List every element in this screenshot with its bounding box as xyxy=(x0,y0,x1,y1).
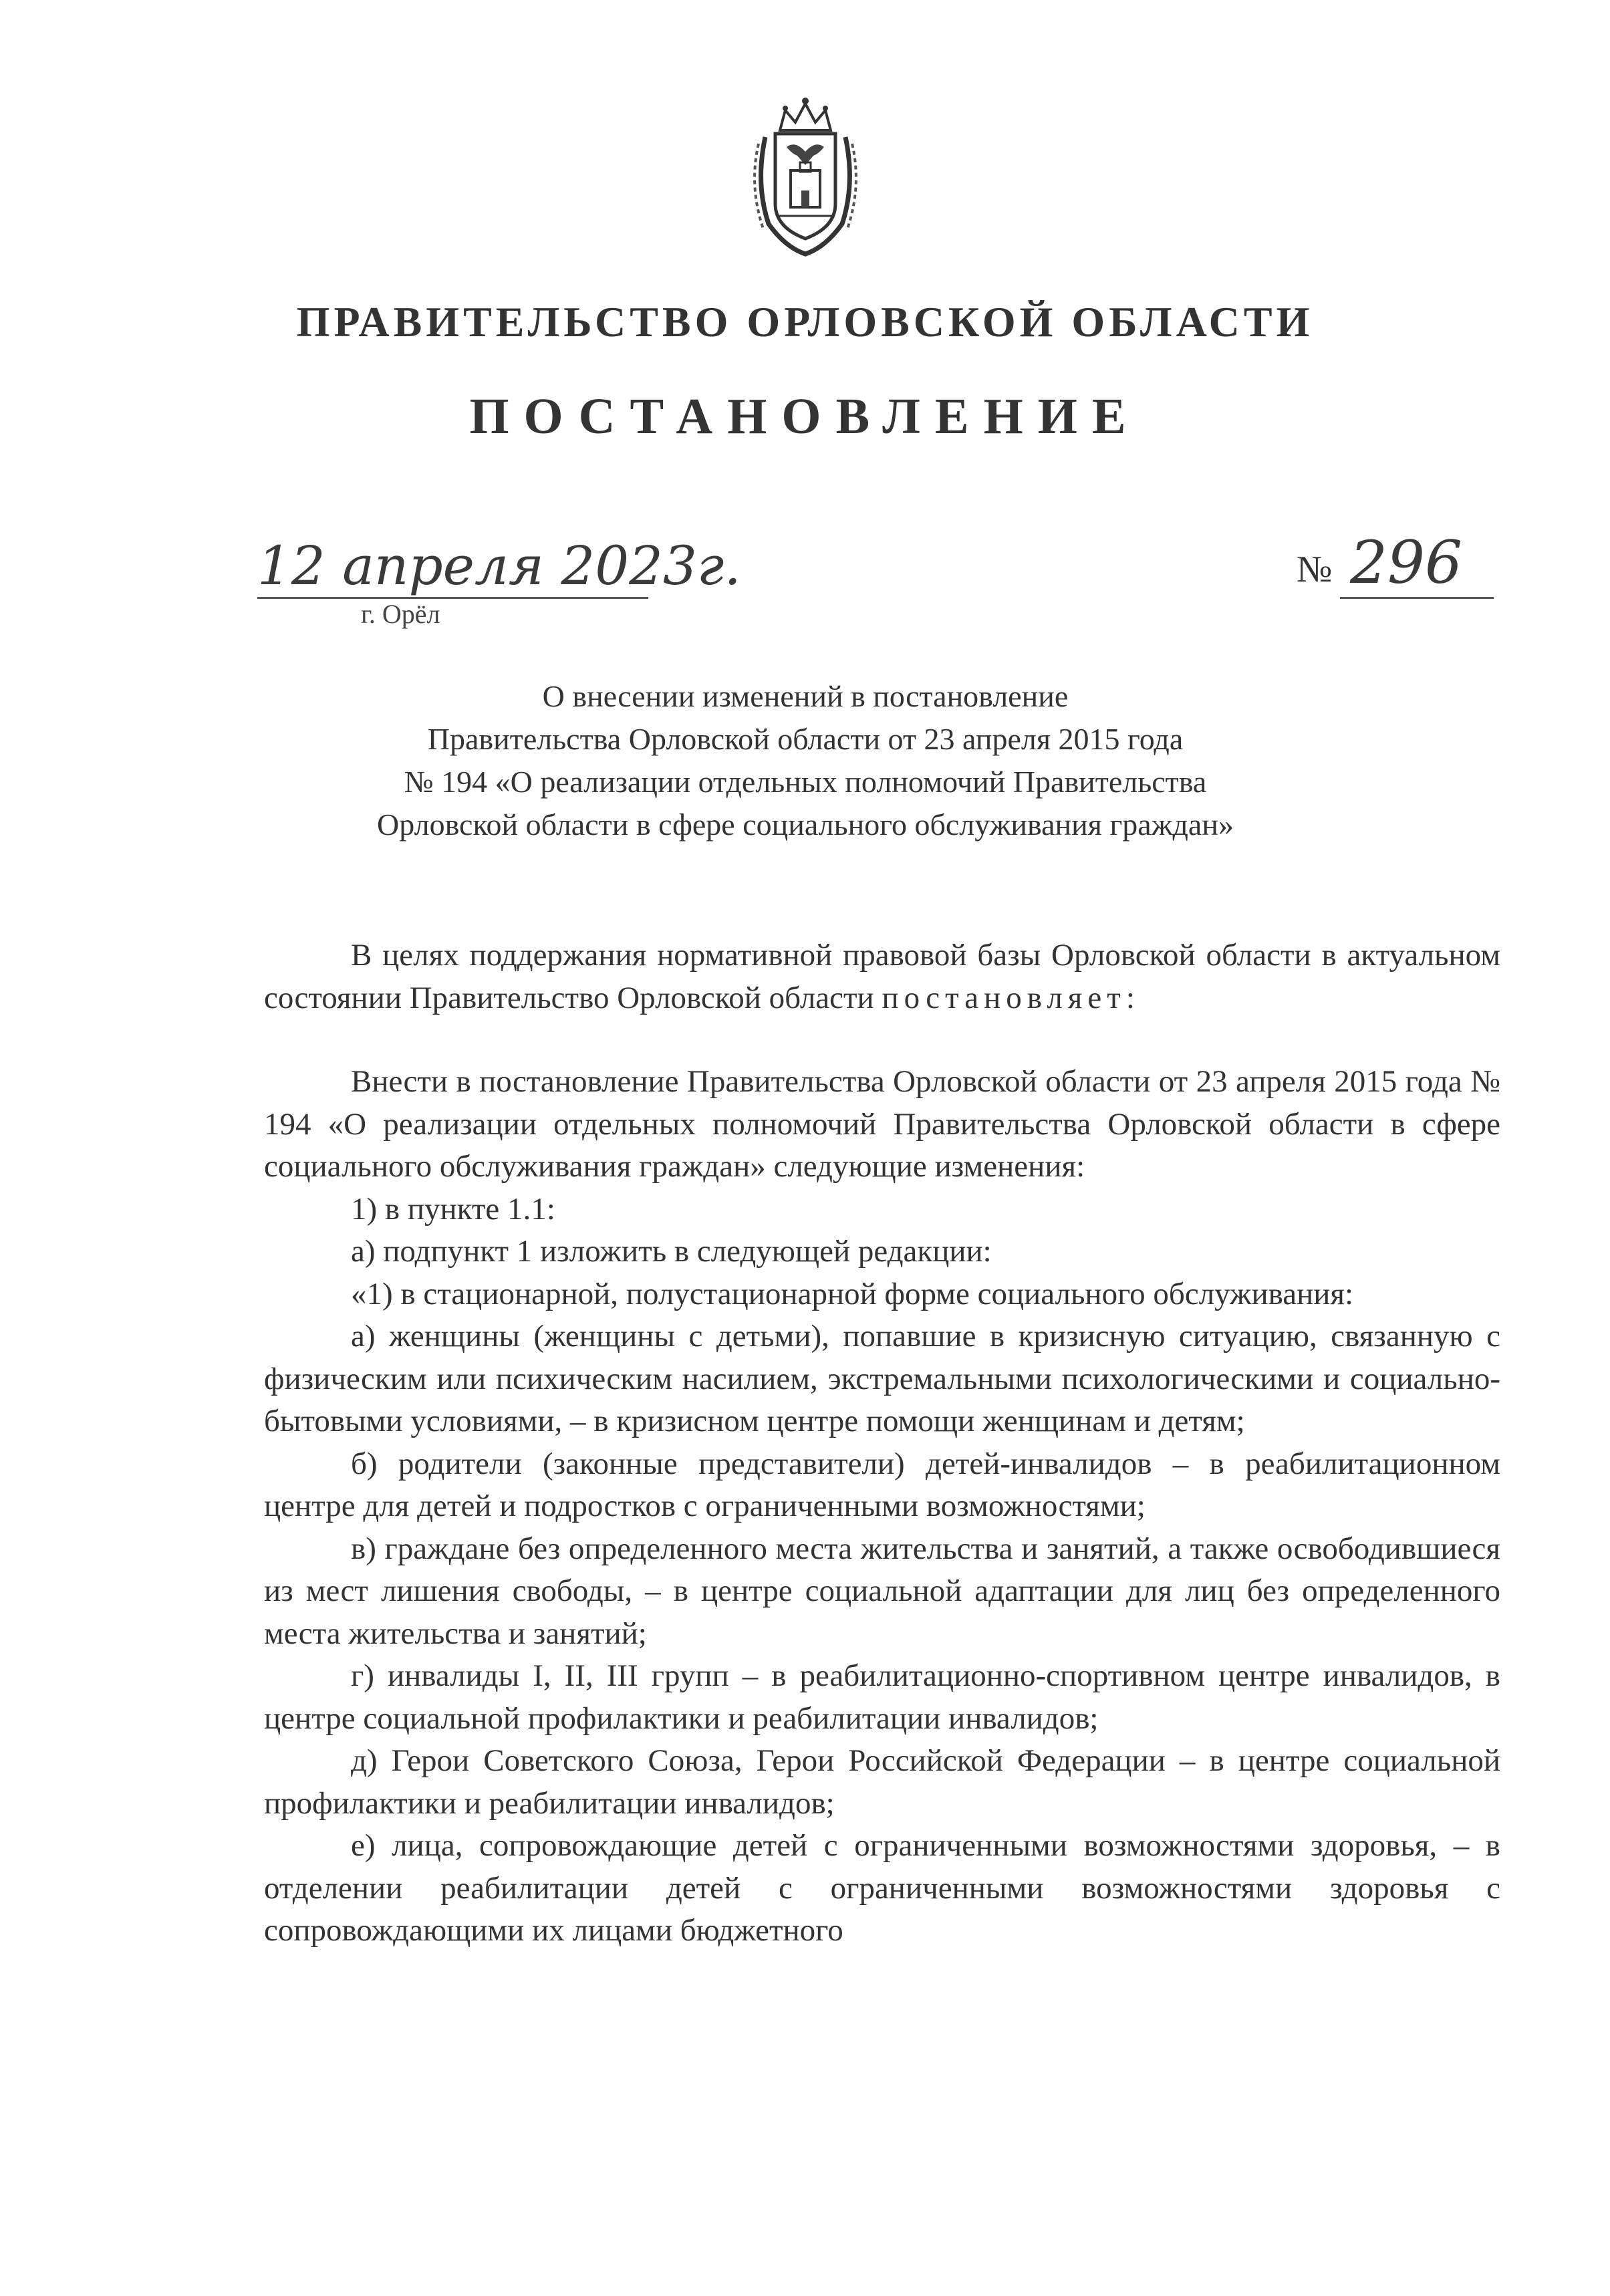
coat-of-arms-icon xyxy=(739,90,872,257)
body-paragraph: а) подпункт 1 изложить в следующей редакции: xyxy=(351,1234,992,1269)
body-paragraph: Внести в постановление Правительства Орловской области от 23 апреля 2015 года № 194 «О реализации отдельных полномочий Правительства Орловской области в сфере социального обслуживания граждан» следующие изменения: xyxy=(264,1064,1500,1184)
body-paragraph: б) родители (законные представители) детей-инвалидов – в реабилитационном центре для детей и подростков с ограниченными возможностями; xyxy=(264,1446,1500,1523)
document-type-title: ПОСТАНОВЛЕНИЕ xyxy=(469,388,1141,444)
body-paragraph: 1) в пункте 1.1: xyxy=(351,1191,555,1227)
body-paragraph: д) Герои Советского Союза, Герои Российской Федерации – в центре социальной профилактики и реабилитации инвалидов; xyxy=(264,1743,1500,1821)
body-paragraph: а) женщины (женщины с детьми), попавшие в кризисную ситуацию, связанную с физическим или психическим насилием, экстремальными психологическими и социально-бытовыми условиями, – в кризисном центре помощи женщинам и детям; xyxy=(264,1319,1500,1438)
government-title: ПРАВИТЕЛЬСТВО ОРЛОВСКОЙ ОБЛАСТИ xyxy=(296,298,1314,346)
preamble-text: В целях поддержания нормативной правовой базы Орловской области в актуальном состоянии Правительство Орловской области xyxy=(264,938,1500,1015)
preamble-verb: постановляет: xyxy=(882,980,1140,1015)
number-underline xyxy=(1340,597,1494,599)
body-paragraph: е) лица, сопровождающие детей с ограниченными возможностями здоровья, – в отделении реабилитации детей с ограниченными возможностями здоровья с сопровождающими их лицами бюджетного xyxy=(264,1828,1500,1948)
document-body xyxy=(264,934,1500,1952)
body-paragraph: «1) в стационарной, полустационарной форме социального обслуживания: xyxy=(351,1276,1354,1311)
city-label: г. Орёл xyxy=(361,599,440,629)
handwritten-number: 296 xyxy=(1350,528,1462,597)
subject-line: Правительства Орловской области от 23 апреля 2015 года xyxy=(427,722,1184,756)
handwritten-date: 12 апреля 2023г. xyxy=(257,535,741,597)
subject-line: О внесении изменений в постановление xyxy=(542,679,1069,713)
body-paragraph: г) инвалиды I, II, III групп – в реабилитационно-спортивном центре инвалидов, в центре социальной профилактики и реабилитации инвалидов; xyxy=(264,1658,1500,1736)
preamble-paragraph xyxy=(264,934,1500,1019)
document-subject xyxy=(200,675,1410,846)
subject-line: Орловской области в сфере социального обслуживания граждан» xyxy=(377,807,1234,842)
body-paragraph: в) граждане без определенного места жительства и занятий, а также освободившиеся из мест лишения свободы, – в центре социальной адаптации для лиц без определенного места жительства и занятий; xyxy=(264,1531,1500,1651)
date-underline xyxy=(257,597,648,599)
subject-line: № 194 «О реализации отдельных полномочий Правительства xyxy=(404,765,1207,799)
number-label: № xyxy=(1297,549,1333,590)
